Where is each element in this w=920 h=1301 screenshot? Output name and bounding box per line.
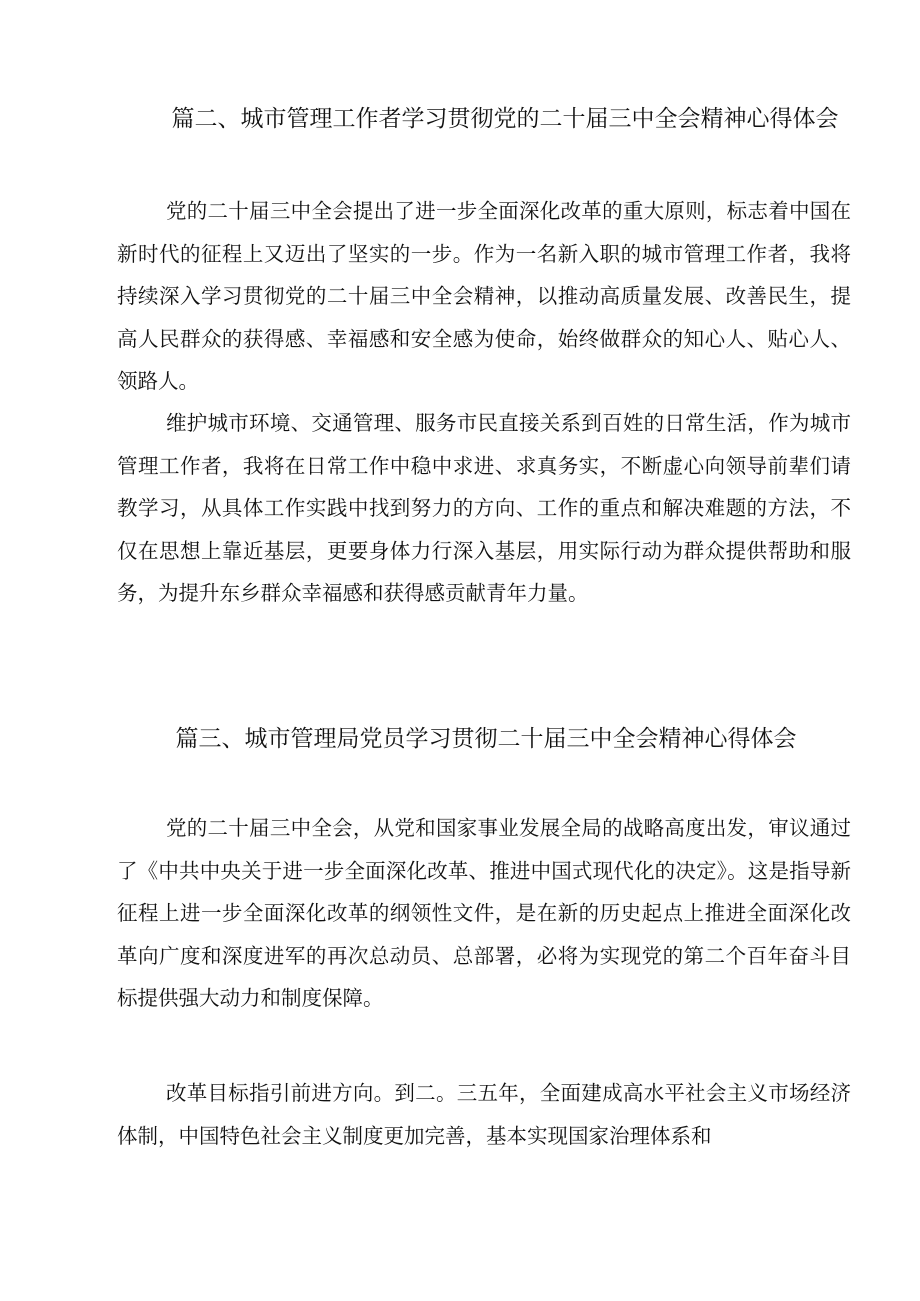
section-heading-3: 篇三、城市管理局党员学习贯彻二十届三中全会精神心得体会 <box>175 726 797 752</box>
section-2-paragraph-1: 党的二十届三中全会提出了进一步全面深化改革的重大原则，标志着中国在新时代的征程上又迈出了坚实的一步。作为一名新入职的城市管理工作者，我将持续深入学习贯彻党的二十届三中全会精神，以推动高质量发展、改善民生，提高人民群众的获得感、幸福感和安全感为使命，始终做群众的知心人、贴心人、领路人。 <box>117 199 851 393</box>
section-heading-2: 篇二、城市管理工作者学习贯彻党的二十届三中全会精神心得体会 <box>171 106 839 132</box>
section-3-paragraph-1: 党的二十届三中全会，从党和国家事业发展全局的战略高度出发，审议通过了《中共中央关于进一步全面深化改革、推进中国式现代化的决定》。这是指导新征程上进一步全面深化改革的纲领性文件，是在新的历史起点上推进全面深化改革向广度和深度进军的再次总动员、总部署，必将为实现党的第二个百年奋斗目标提供强大动力和制度保障。 <box>117 816 851 1010</box>
section-2-paragraph-2: 维护城市环境、交通管理、服务市民直接关系到百姓的日常生活，作为城市管理工作者，我将在日常工作中稳中求进、求真务实，不断虚心向领导前辈们请教学习，从具体工作实践中找到努力的方向、工作的重点和解决难题的方法，不仅在思想上靠近基层，更要身体力行深入基层，用实际行动为群众提供帮助和服务，为提升东乡群众幸福感和获得感贡献青年力量。 <box>117 411 851 605</box>
section-3-paragraph-2: 改革目标指引前进方向。到二。三五年，全面建成高水平社会主义市场经济体制，中国特色社会主义制度更加完善，基本实现国家治理体系和 <box>117 1081 851 1148</box>
